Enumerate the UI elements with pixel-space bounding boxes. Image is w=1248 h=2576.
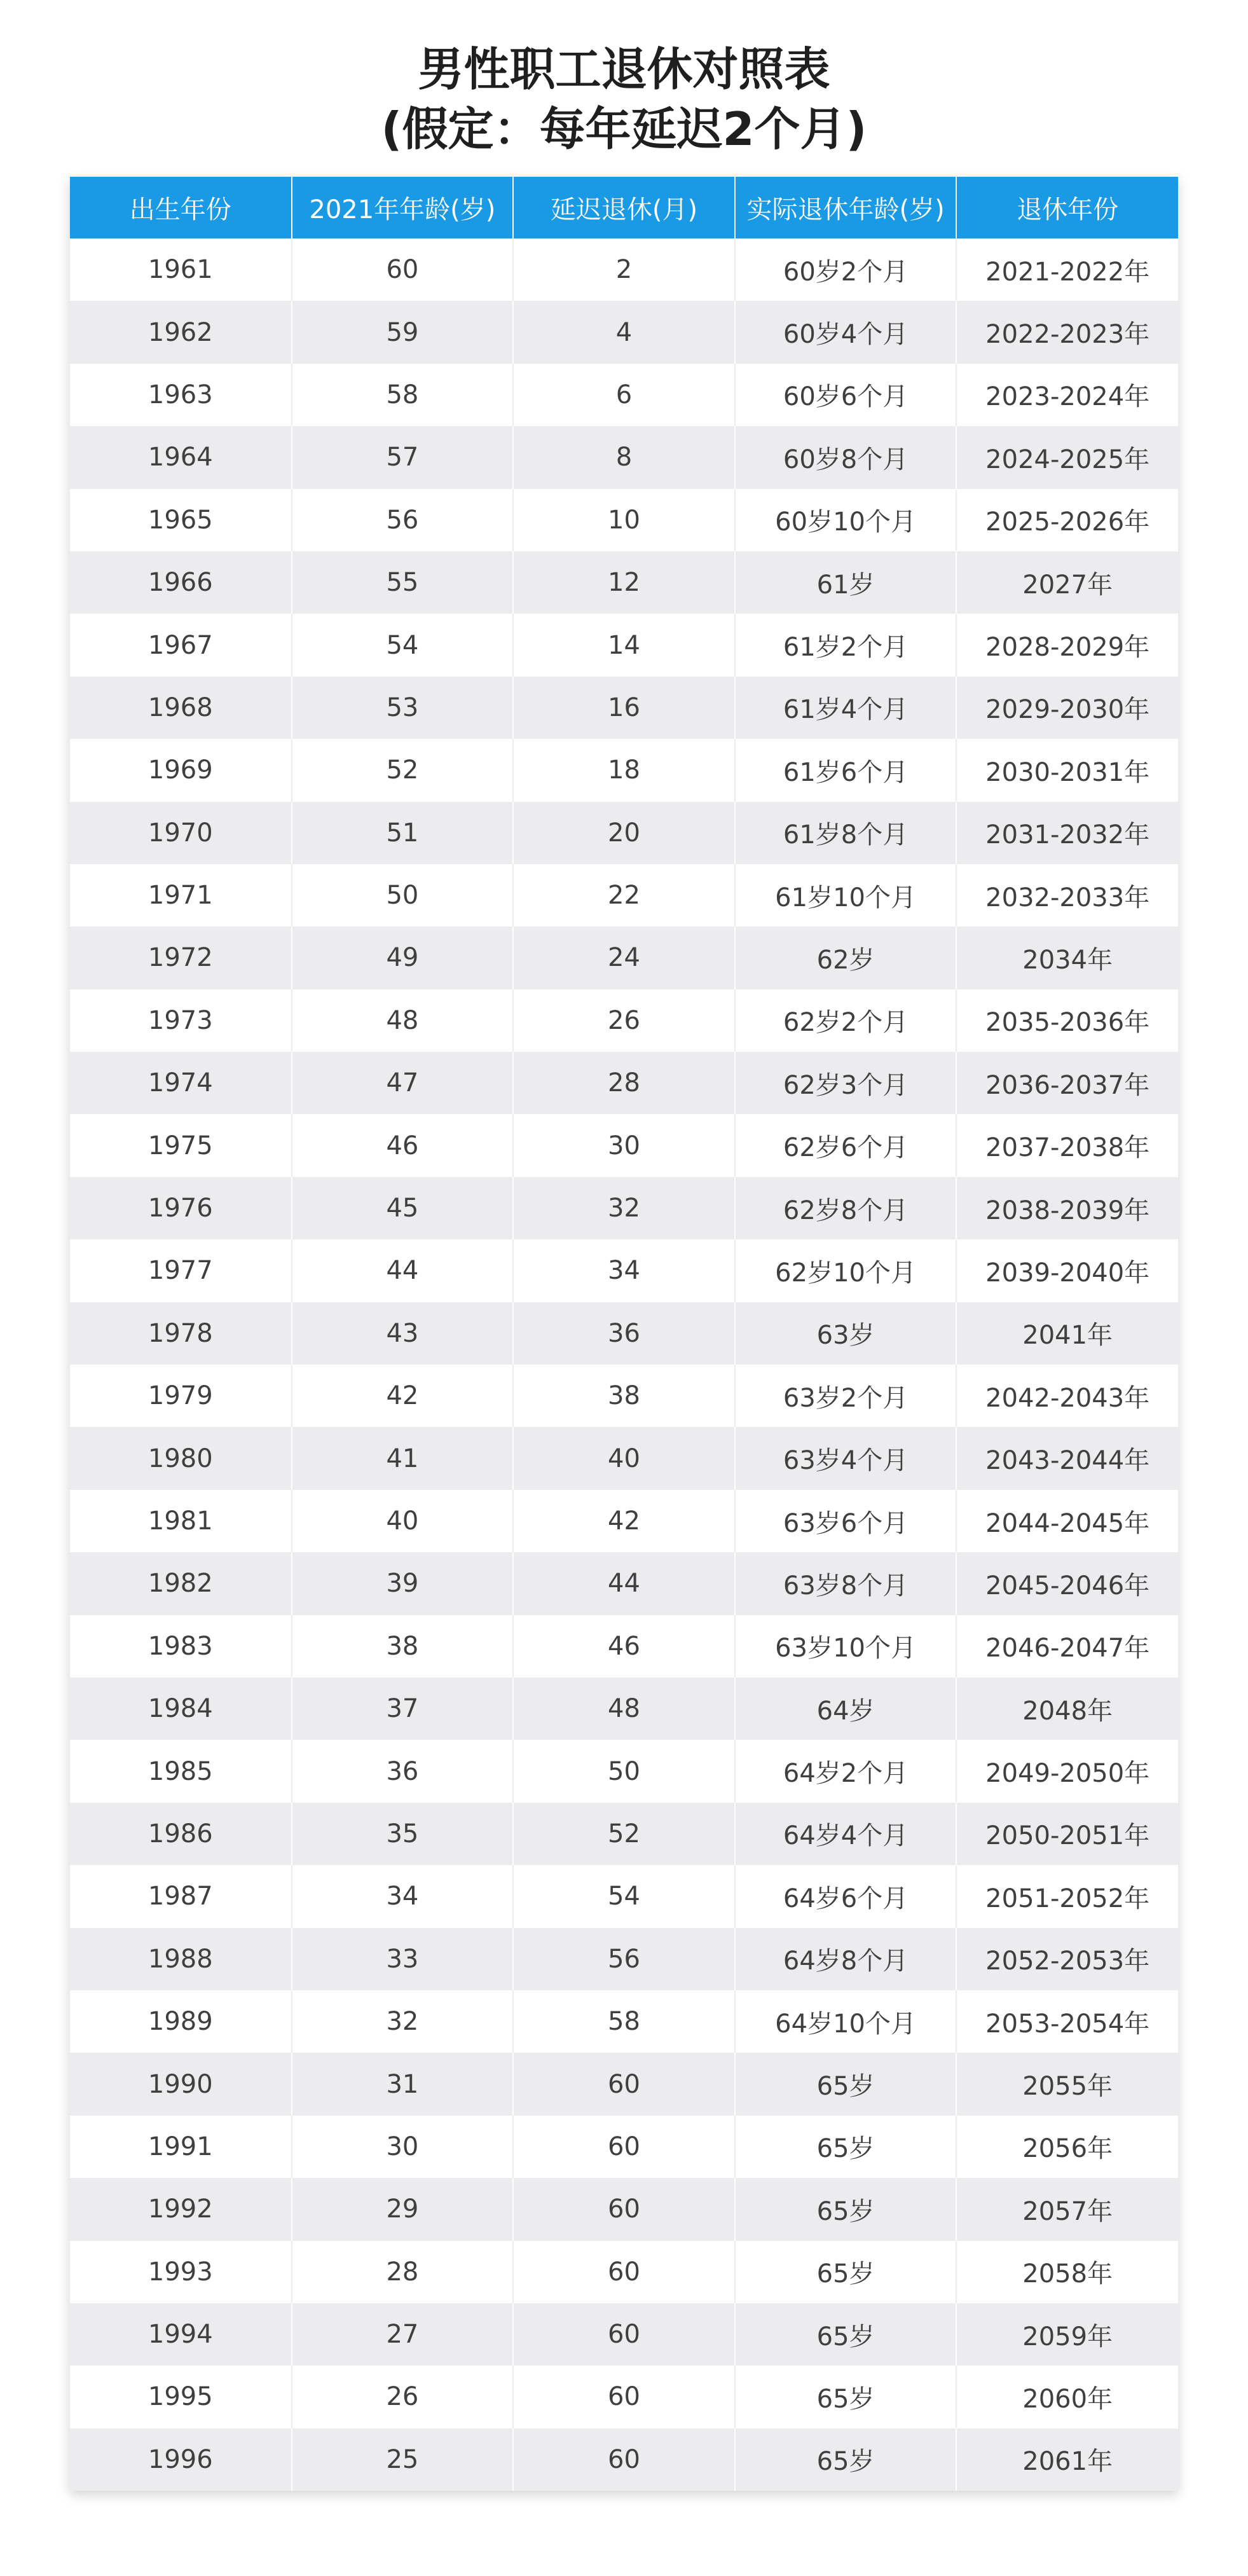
table-row	[70, 2303, 1178, 2366]
cell-birth-year: 1989	[70, 1990, 292, 2053]
cell-retire-year: 2053-2054年	[956, 1990, 1178, 2053]
cell-age-2021: 34	[292, 1865, 514, 1927]
cell-birth-year: 1971	[70, 864, 292, 926]
table-row	[70, 426, 1178, 488]
cell-age-2021: 60	[292, 238, 514, 301]
cell-retire-year: 2032-2033年	[956, 864, 1178, 926]
cell-actual-retire-age: 65岁	[735, 2241, 957, 2303]
page-title	[0, 39, 1248, 159]
retirement-table-container	[70, 177, 1178, 2491]
cell-delay-months: 42	[513, 1490, 735, 1552]
retirement-table	[70, 177, 1178, 2491]
cell-age-2021: 27	[292, 2303, 514, 2366]
cell-age-2021: 32	[292, 1990, 514, 2053]
cell-delay-months: 18	[513, 739, 735, 801]
cell-birth-year: 1982	[70, 1552, 292, 1615]
cell-actual-retire-age: 63岁6个月	[735, 1490, 957, 1552]
cell-age-2021: 48	[292, 989, 514, 1052]
cell-actual-retire-age: 61岁10个月	[735, 864, 957, 926]
cell-retire-year: 2058年	[956, 2241, 1178, 2303]
table-row	[70, 1302, 1178, 1365]
cell-actual-retire-age: 60岁6个月	[735, 364, 957, 426]
cell-retire-year: 2060年	[956, 2366, 1178, 2428]
cell-retire-year: 2034年	[956, 926, 1178, 989]
cell-birth-year: 1964	[70, 426, 292, 488]
cell-actual-retire-age: 64岁10个月	[735, 1990, 957, 2053]
table-row	[70, 677, 1178, 739]
cell-age-2021: 31	[292, 2053, 514, 2115]
cell-retire-year: 2057年	[956, 2178, 1178, 2240]
cell-retire-year: 2061年	[956, 2428, 1178, 2491]
table-row	[70, 739, 1178, 801]
cell-actual-retire-age: 64岁2个月	[735, 1740, 957, 1802]
cell-delay-months: 16	[513, 677, 735, 739]
cell-delay-months: 8	[513, 426, 735, 488]
cell-birth-year: 1991	[70, 2116, 292, 2178]
table-row	[70, 2116, 1178, 2178]
cell-birth-year: 1988	[70, 1928, 292, 1990]
header-age-2021: 2021年年龄(岁)	[292, 177, 514, 238]
cell-retire-year: 2022-2023年	[956, 301, 1178, 363]
cell-delay-months: 20	[513, 802, 735, 864]
cell-delay-months: 32	[513, 1177, 735, 1239]
cell-delay-months: 60	[513, 2303, 735, 2366]
table-row	[70, 551, 1178, 614]
cell-actual-retire-age: 60岁8个月	[735, 426, 957, 488]
cell-actual-retire-age: 61岁4个月	[735, 677, 957, 739]
cell-retire-year: 2056年	[956, 2116, 1178, 2178]
cell-birth-year: 1977	[70, 1239, 292, 1302]
cell-delay-months: 12	[513, 551, 735, 614]
cell-retire-year: 2021-2022年	[956, 238, 1178, 301]
cell-actual-retire-age: 62岁	[735, 926, 957, 989]
cell-age-2021: 44	[292, 1239, 514, 1302]
table-row	[70, 1365, 1178, 1427]
cell-age-2021: 35	[292, 1803, 514, 1865]
cell-delay-months: 60	[513, 2241, 735, 2303]
cell-retire-year: 2029-2030年	[956, 677, 1178, 739]
cell-retire-year: 2038-2039年	[956, 1177, 1178, 1239]
cell-age-2021: 57	[292, 426, 514, 488]
cell-delay-months: 50	[513, 1740, 735, 1802]
table-row	[70, 1490, 1178, 1552]
table-row	[70, 614, 1178, 676]
cell-actual-retire-age: 62岁6个月	[735, 1114, 957, 1176]
table-row	[70, 989, 1178, 1052]
cell-age-2021: 59	[292, 301, 514, 363]
cell-age-2021: 38	[292, 1615, 514, 1677]
table-row	[70, 1677, 1178, 1740]
cell-actual-retire-age: 62岁3个月	[735, 1052, 957, 1114]
cell-birth-year: 1970	[70, 802, 292, 864]
cell-retire-year: 2039-2040年	[956, 1239, 1178, 1302]
cell-actual-retire-age: 61岁2个月	[735, 614, 957, 676]
cell-age-2021: 26	[292, 2366, 514, 2428]
table-row	[70, 926, 1178, 989]
cell-retire-year: 2055年	[956, 2053, 1178, 2115]
table-row	[70, 1114, 1178, 1176]
cell-birth-year: 1981	[70, 1490, 292, 1552]
cell-birth-year: 1995	[70, 2366, 292, 2428]
cell-delay-months: 34	[513, 1239, 735, 1302]
cell-age-2021: 55	[292, 551, 514, 614]
cell-retire-year: 2024-2025年	[956, 426, 1178, 488]
cell-birth-year: 1983	[70, 1615, 292, 1677]
cell-delay-months: 54	[513, 1865, 735, 1927]
table-row	[70, 2178, 1178, 2240]
table-row	[70, 301, 1178, 363]
cell-retire-year: 2036-2037年	[956, 1052, 1178, 1114]
cell-age-2021: 25	[292, 2428, 514, 2491]
cell-age-2021: 54	[292, 614, 514, 676]
table-row	[70, 1552, 1178, 1615]
cell-age-2021: 56	[292, 489, 514, 551]
table-row	[70, 2366, 1178, 2428]
cell-birth-year: 1994	[70, 2303, 292, 2366]
cell-retire-year: 2041年	[956, 1302, 1178, 1365]
cell-actual-retire-age: 64岁8个月	[735, 1928, 957, 1990]
cell-delay-months: 60	[513, 2178, 735, 2240]
table-row	[70, 1052, 1178, 1114]
cell-delay-months: 60	[513, 2366, 735, 2428]
cell-delay-months: 48	[513, 1677, 735, 1740]
cell-retire-year: 2046-2047年	[956, 1615, 1178, 1677]
cell-age-2021: 30	[292, 2116, 514, 2178]
cell-delay-months: 60	[513, 2053, 735, 2115]
cell-birth-year: 1966	[70, 551, 292, 614]
cell-age-2021: 53	[292, 677, 514, 739]
cell-delay-months: 56	[513, 1928, 735, 1990]
cell-age-2021: 37	[292, 1677, 514, 1740]
cell-actual-retire-age: 63岁4个月	[735, 1427, 957, 1489]
cell-birth-year: 1976	[70, 1177, 292, 1239]
table-row	[70, 1990, 1178, 2053]
cell-birth-year: 1978	[70, 1302, 292, 1365]
cell-birth-year: 1962	[70, 301, 292, 363]
cell-actual-retire-age: 64岁	[735, 1677, 957, 1740]
cell-delay-months: 10	[513, 489, 735, 551]
cell-delay-months: 4	[513, 301, 735, 363]
cell-birth-year: 1974	[70, 1052, 292, 1114]
cell-birth-year: 1985	[70, 1740, 292, 1802]
cell-age-2021: 45	[292, 1177, 514, 1239]
cell-delay-months: 30	[513, 1114, 735, 1176]
cell-retire-year: 2052-2053年	[956, 1928, 1178, 1990]
cell-birth-year: 1967	[70, 614, 292, 676]
cell-birth-year: 1973	[70, 989, 292, 1052]
cell-retire-year: 2049-2050年	[956, 1740, 1178, 1802]
cell-birth-year: 1990	[70, 2053, 292, 2115]
cell-birth-year: 1968	[70, 677, 292, 739]
cell-age-2021: 52	[292, 739, 514, 801]
cell-delay-months: 60	[513, 2116, 735, 2178]
cell-delay-months: 38	[513, 1365, 735, 1427]
cell-birth-year: 1986	[70, 1803, 292, 1865]
cell-retire-year: 2048年	[956, 1677, 1178, 1740]
cell-delay-months: 40	[513, 1427, 735, 1489]
cell-birth-year: 1979	[70, 1365, 292, 1427]
table-row	[70, 2053, 1178, 2115]
table-row	[70, 864, 1178, 926]
cell-actual-retire-age: 63岁2个月	[735, 1365, 957, 1427]
cell-actual-retire-age: 63岁10个月	[735, 1615, 957, 1677]
cell-delay-months: 58	[513, 1990, 735, 2053]
cell-birth-year: 1965	[70, 489, 292, 551]
cell-actual-retire-age: 65岁	[735, 2303, 957, 2366]
cell-age-2021: 50	[292, 864, 514, 926]
cell-actual-retire-age: 64岁6个月	[735, 1865, 957, 1927]
cell-actual-retire-age: 61岁	[735, 551, 957, 614]
cell-retire-year: 2037-2038年	[956, 1114, 1178, 1176]
cell-actual-retire-age: 64岁4个月	[735, 1803, 957, 1865]
table-row	[70, 1615, 1178, 1677]
cell-age-2021: 29	[292, 2178, 514, 2240]
cell-delay-months: 6	[513, 364, 735, 426]
cell-actual-retire-age: 60岁10个月	[735, 489, 957, 551]
cell-delay-months: 28	[513, 1052, 735, 1114]
cell-retire-year: 2045-2046年	[956, 1552, 1178, 1615]
table-row	[70, 1803, 1178, 1865]
cell-actual-retire-age: 62岁10个月	[735, 1239, 957, 1302]
cell-retire-year: 2051-2052年	[956, 1865, 1178, 1927]
cell-birth-year: 1969	[70, 739, 292, 801]
table-row	[70, 364, 1178, 426]
cell-actual-retire-age: 63岁	[735, 1302, 957, 1365]
header-birth-year: 出生年份	[70, 177, 292, 238]
cell-actual-retire-age: 63岁8个月	[735, 1552, 957, 1615]
cell-birth-year: 1984	[70, 1677, 292, 1740]
cell-actual-retire-age: 60岁2个月	[735, 238, 957, 301]
cell-delay-months: 46	[513, 1615, 735, 1677]
cell-actual-retire-age: 61岁6个月	[735, 739, 957, 801]
cell-age-2021: 47	[292, 1052, 514, 1114]
table-row	[70, 1427, 1178, 1489]
cell-retire-year: 2027年	[956, 551, 1178, 614]
cell-birth-year: 1993	[70, 2241, 292, 2303]
cell-birth-year: 1972	[70, 926, 292, 989]
cell-retire-year: 2059年	[956, 2303, 1178, 2366]
table-row	[70, 1740, 1178, 1802]
cell-delay-months: 22	[513, 864, 735, 926]
cell-retire-year: 2043-2044年	[956, 1427, 1178, 1489]
table-body	[70, 238, 1178, 2491]
cell-retire-year: 2042-2043年	[956, 1365, 1178, 1427]
cell-delay-months: 2	[513, 238, 735, 301]
table-row	[70, 1865, 1178, 1927]
cell-delay-months: 24	[513, 926, 735, 989]
cell-age-2021: 40	[292, 1490, 514, 1552]
cell-age-2021: 39	[292, 1552, 514, 1615]
cell-actual-retire-age: 65岁	[735, 2366, 957, 2428]
cell-actual-retire-age: 61岁8个月	[735, 802, 957, 864]
cell-retire-year: 2028-2029年	[956, 614, 1178, 676]
title-subtitle: (假定：每年延迟2个月)	[381, 102, 867, 156]
cell-age-2021: 51	[292, 802, 514, 864]
cell-actual-retire-age: 65岁	[735, 2428, 957, 2491]
cell-age-2021: 28	[292, 2241, 514, 2303]
table-row	[70, 2428, 1178, 2491]
table-row	[70, 1177, 1178, 1239]
table-row	[70, 2241, 1178, 2303]
cell-delay-months: 14	[513, 614, 735, 676]
cell-retire-year: 2023-2024年	[956, 364, 1178, 426]
cell-retire-year: 2035-2036年	[956, 989, 1178, 1052]
header-delay-months: 延迟退休(月)	[513, 177, 735, 238]
cell-age-2021: 42	[292, 1365, 514, 1427]
cell-retire-year: 2025-2026年	[956, 489, 1178, 551]
cell-actual-retire-age: 62岁8个月	[735, 1177, 957, 1239]
cell-actual-retire-age: 65岁	[735, 2116, 957, 2178]
cell-age-2021: 36	[292, 1740, 514, 1802]
cell-retire-year: 2050-2051年	[956, 1803, 1178, 1865]
cell-birth-year: 1975	[70, 1114, 292, 1176]
cell-delay-months: 44	[513, 1552, 735, 1615]
cell-birth-year: 1987	[70, 1865, 292, 1927]
cell-birth-year: 1996	[70, 2428, 292, 2491]
table-row	[70, 1239, 1178, 1302]
table-row	[70, 489, 1178, 551]
cell-actual-retire-age: 60岁4个月	[735, 301, 957, 363]
cell-birth-year: 1980	[70, 1427, 292, 1489]
cell-retire-year: 2031-2032年	[956, 802, 1178, 864]
table-row	[70, 1928, 1178, 1990]
cell-retire-year: 2044-2045年	[956, 1490, 1178, 1552]
cell-age-2021: 46	[292, 1114, 514, 1176]
cell-age-2021: 49	[292, 926, 514, 989]
header-retire-year: 退休年份	[956, 177, 1178, 238]
cell-retire-year: 2030-2031年	[956, 739, 1178, 801]
title-main: 男性职工退休对照表	[418, 43, 830, 96]
cell-age-2021: 43	[292, 1302, 514, 1365]
table-row	[70, 802, 1178, 864]
cell-actual-retire-age: 65岁	[735, 2178, 957, 2240]
cell-age-2021: 41	[292, 1427, 514, 1489]
header-actual-retire-age: 实际退休年龄(岁)	[735, 177, 957, 238]
table-header-row	[70, 177, 1178, 238]
cell-age-2021: 58	[292, 364, 514, 426]
cell-actual-retire-age: 62岁2个月	[735, 989, 957, 1052]
cell-actual-retire-age: 65岁	[735, 2053, 957, 2115]
cell-birth-year: 1992	[70, 2178, 292, 2240]
table-row	[70, 238, 1178, 301]
cell-age-2021: 33	[292, 1928, 514, 1990]
cell-delay-months: 36	[513, 1302, 735, 1365]
cell-delay-months: 52	[513, 1803, 735, 1865]
cell-birth-year: 1961	[70, 238, 292, 301]
cell-delay-months: 26	[513, 989, 735, 1052]
cell-delay-months: 60	[513, 2428, 735, 2491]
cell-birth-year: 1963	[70, 364, 292, 426]
